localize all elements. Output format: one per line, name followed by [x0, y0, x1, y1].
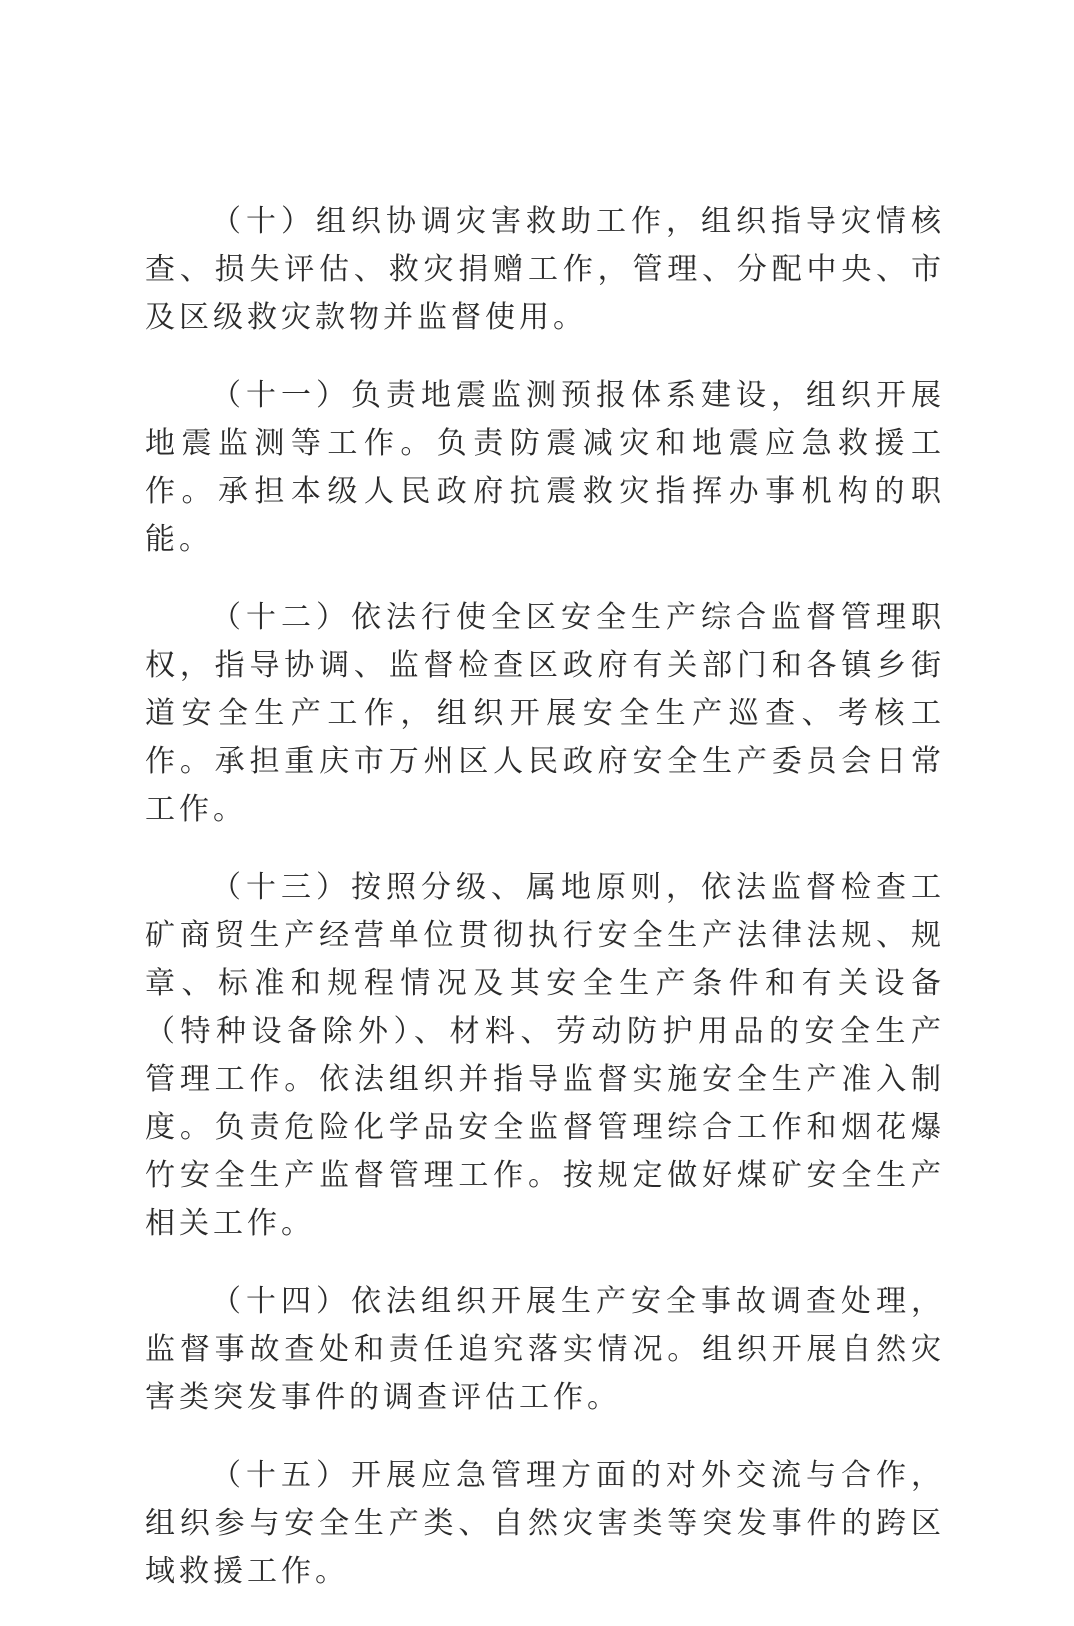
- document-body: [145, 198, 945, 1626]
- paragraph-15: （十五）开展应急管理方面的对外交流与合作，组织参与安全生产类、自然灾害类等突发事件的跨区域救援工作。: [145, 1458, 945, 1589]
- paragraph-14: （十四）依法组织开展生产安全事故调查处理，监督事故查处和责任追究落实情况。组织开展自然灾害类突发事件的调查评估工作。: [145, 1284, 945, 1415]
- paragraph-10: （十）组织协调灾害救助工作，组织指导灾情核查、损失评估、救灾捐赠工作，管理、分配中央、市及区级救灾款物并监督使用。: [145, 204, 945, 335]
- paragraph-11: （十一）负责地震监测预报体系建设，组织开展地震监测等工作。负责防震减灾和地震应急救援工作。承担本级人民政府抗震救灾指挥办事机构的职能。: [145, 378, 945, 557]
- paragraph-13: （十三）按照分级、属地原则，依法监督检查工矿商贸生产经营单位贯彻执行安全生产法律法规、规章、标准和规程情况及其安全生产条件和有关设备（特种设备除外）、材料、劳动防护用品的安全生产管理工作。依法组织并指导监督实施安全生产准入制度。负责危险化学品安全监督管理综合工作和烟花爆竹安全生产监督管理工作。按规定做好煤矿安全生产相关工作。: [145, 870, 945, 1241]
- paragraph-12: （十二）依法行使全区安全生产综合监督管理职权，指导协调、监督检查区政府有关部门和各镇乡街道安全生产工作，组织开展安全生产巡查、考核工作。承担重庆市万州区人民政府安全生产委员会日常工作。: [145, 600, 945, 827]
